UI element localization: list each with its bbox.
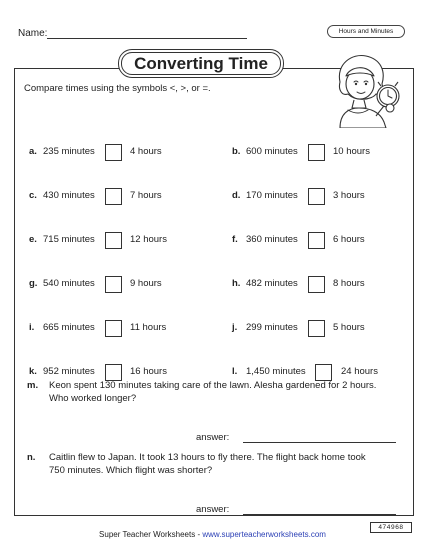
answer-box[interactable] [308,276,325,293]
problem-letter: k. [29,366,37,377]
answer-input-line[interactable] [243,442,396,443]
answer-box[interactable] [308,144,325,161]
answer-label: answer: [196,504,230,515]
problem-left-value: 482 minutes [246,278,298,289]
problem-left-value: 715 minutes [43,234,95,245]
problem-right-value: 8 hours [333,278,365,289]
problem-right-value: 5 hours [333,322,365,333]
problem-right-value: 16 hours [130,366,167,377]
worksheet-frame [14,68,414,516]
word-problem-letter: m. [27,380,39,391]
answer-box[interactable] [308,188,325,205]
answer-line-m [196,432,229,443]
problem-right-value: 4 hours [130,146,162,157]
problem-letter: d. [232,190,241,201]
problem-left-value: 235 minutes [43,146,95,157]
problem-left-value: 600 minutes [246,146,298,157]
footer [0,530,425,539]
problem-left-value: 360 minutes [246,234,298,245]
page-title: Converting Time [118,49,284,78]
answer-box[interactable] [105,320,122,337]
problem-left-value: 540 minutes [43,278,95,289]
problem-left-value: 665 minutes [43,322,95,333]
answer-box[interactable] [105,144,122,161]
footer-separator: - [195,530,203,539]
girl-with-clock-icon [326,50,404,128]
problem-right-value: 24 hours [341,366,378,377]
problem-letter: f. [232,234,238,245]
problem-letter: a. [29,146,37,157]
answer-box[interactable] [105,188,122,205]
name-line[interactable] [47,38,247,39]
problem-letter: j. [232,322,238,333]
problem-letter: l. [232,366,238,377]
problem-letter: e. [29,234,37,245]
problem-letter: c. [29,190,37,201]
problem-right-value: 12 hours [130,234,167,245]
problem-left-value: 170 minutes [246,190,298,201]
worksheet-code: 474968 [370,522,412,533]
problem-letter: b. [232,146,241,157]
topic-tag: Hours and Minutes [327,25,405,38]
problem-left-value: 952 minutes [43,366,95,377]
word-problem-letter: n. [27,452,36,463]
answer-label: answer: [196,432,230,443]
instructions: Compare times using the symbols <, >, or =. [24,83,211,94]
footer-link[interactable]: www.superteacherworksheets.com [202,530,326,539]
problem-left-value: 430 minutes [43,190,95,201]
answer-box[interactable] [105,276,122,293]
problem-right-value: 6 hours [333,234,365,245]
answer-box[interactable] [308,232,325,249]
name-label: Name: [18,28,48,39]
word-problem-text: Keon spent 130 minutes taking care of the lawn. Alesha gardened for 2 hours. Who worked longer? [49,380,377,404]
problem-left-value: 299 minutes [246,322,298,333]
title-inner-border [121,52,281,75]
problem-right-value: 10 hours [333,146,370,157]
footer-brand: Super Teacher Worksheets [99,530,196,539]
answer-line-n [196,504,229,515]
problem-left-value: 1,450 minutes [246,366,306,377]
problem-letter: h. [232,278,241,289]
problem-right-value: 11 hours [130,322,167,333]
answer-input-line[interactable] [243,514,396,515]
answer-box[interactable] [308,320,325,337]
problem-right-value: 3 hours [333,190,365,201]
answer-box[interactable] [105,232,122,249]
problem-right-value: 7 hours [130,190,162,201]
problem-right-value: 9 hours [130,278,162,289]
problem-letter: i. [29,322,35,333]
problem-letter: g. [29,278,38,289]
word-problem-text: Caitlin flew to Japan. It took 13 hours to fly there. The flight back home took 750 minutes. Which flight was shorter? [49,452,366,476]
